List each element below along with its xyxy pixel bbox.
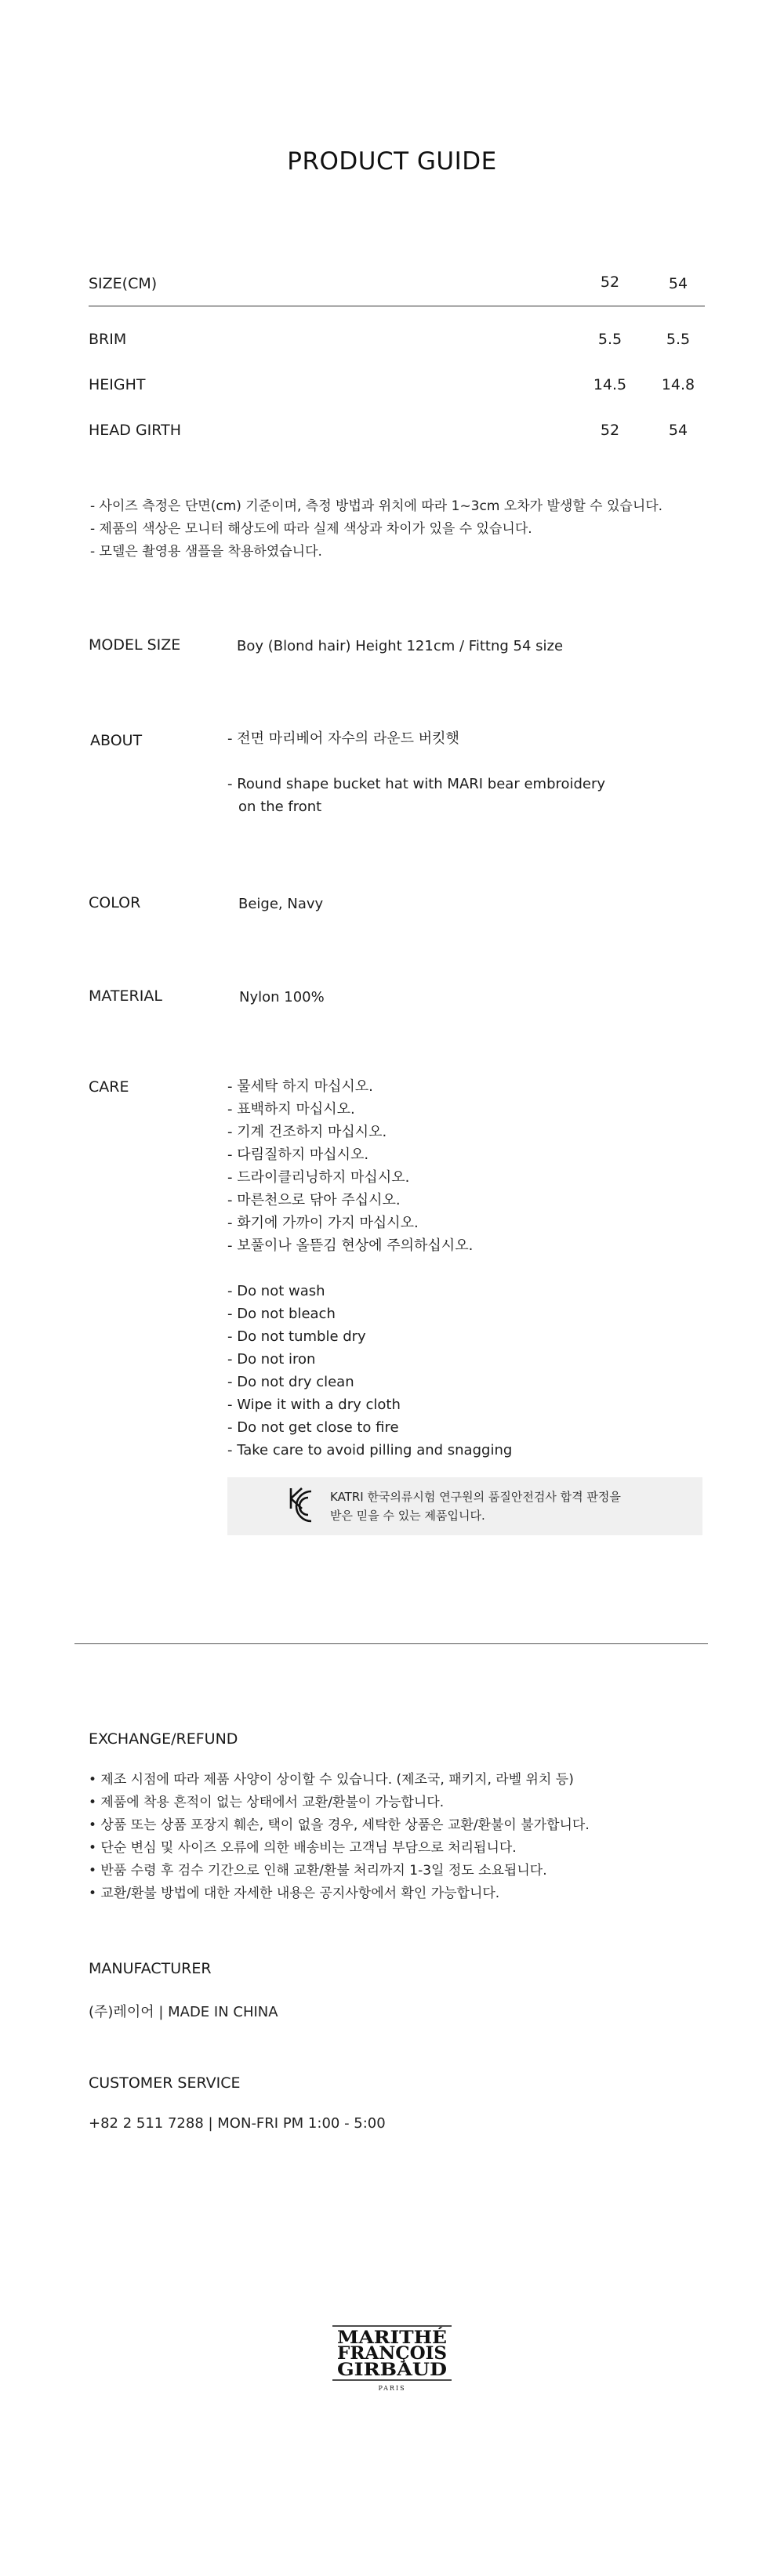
care-item: - 다림질하지 마십시오. (227, 1147, 369, 1163)
note-line: - 사이즈 측정은 단면(cm) 기준이며, 측정 방법과 위치에 따라 1~3cm 오차가 발생할 수 있습니다. (90, 498, 663, 514)
list-item: • 제조 시점에 따라 제품 사양이 상이할 수 있습니다. (제조국, 패키지, 라벨 위치 등) (89, 1772, 574, 1788)
table-row-label: BRIM (89, 331, 127, 348)
care-item: - Do not tumble dry (227, 1328, 366, 1345)
list-item: • 상품 또는 상품 포장지 훼손, 택이 없을 경우, 세탁한 상품은 교환/환불이 불가합니다. (89, 1817, 590, 1833)
table-row-label: HEIGHT (89, 376, 146, 393)
table-cell: 14.5 (593, 376, 627, 393)
kc-text-line1: KATRI 한국의류시험 연구원의 품질안전검사 합격 판정을 (330, 1490, 621, 1504)
care-item: - 마른천으로 닦아 주십시오. (227, 1192, 401, 1208)
customer-service-heading: CUSTOMER SERVICE (89, 2074, 241, 2092)
care-item: - Do not wash (227, 1283, 325, 1299)
note-line: - 제품의 색상은 모니터 해상도에 따라 실제 색상과 차이가 있을 수 있습니다. (90, 521, 532, 537)
customer-service-value: +82 2 511 7288 | MON-FRI PM 1:00 - 5:00 (89, 2115, 386, 2132)
care-item: - Do not bleach (227, 1306, 336, 1322)
note-line: - 모델은 촬영용 샘플을 착용하였습니다. (90, 544, 322, 560)
material-label: MATERIAL (89, 987, 162, 1005)
model-size-value: Boy (Blond hair) Height 121cm / Fittng 54 size (237, 638, 564, 654)
size-header-label: SIZE(CM) (89, 275, 158, 292)
logo-line1: MARITHÉ (337, 2328, 434, 2348)
list-item: • 반품 수령 후 검수 기간으로 인해 교환/환불 처리까지 1-3일 정도 소요됩니다. (89, 1863, 547, 1879)
manufacturer-value: (주)레이어 | MADE IN CHINA (89, 2004, 278, 2020)
logo-line2: FRANÇOIS (337, 2343, 447, 2364)
about-label: ABOUT (90, 732, 143, 749)
list-item: • 교환/환불 방법에 대한 자세한 내용은 공지사항에서 확인 가능합니다. (89, 1886, 500, 1901)
about-en-line1: - Round shape bucket hat with MARI bear embroidery (227, 776, 606, 792)
logo-line4: PARIS (378, 2385, 406, 2392)
care-item: - 물세탁 하지 마십시오. (227, 1078, 373, 1095)
exchange-heading: EXCHANGE/REFUND (89, 1730, 238, 1748)
care-item: - 기계 건조하지 마십시오. (227, 1124, 387, 1140)
about-en-line2: on the front (238, 799, 322, 815)
care-item: - Do not dry clean (227, 1374, 354, 1390)
table-row-label: HEAD GIRTH (89, 422, 181, 439)
care-item: - 드라이클리닝하지 마십시오. (227, 1169, 410, 1186)
care-item: - 표백하지 마십시오. (227, 1101, 355, 1118)
care-item: - 보풀이나 올뜯김 현상에 주의하십시오. (227, 1237, 474, 1254)
table-cell: 52 (600, 422, 620, 439)
list-item: • 제품에 착용 흔적이 없는 상태에서 교환/환불이 가능합니다. (89, 1795, 445, 1810)
care-item: - 화기에 가까이 가지 마십시오. (227, 1215, 419, 1231)
material-value: Nylon 100% (239, 989, 325, 1005)
size-notes (90, 495, 662, 563)
model-size-label: MODEL SIZE (89, 636, 181, 654)
manufacturer-heading: MANUFACTURER (89, 1960, 212, 1977)
table-cell: 54 (668, 422, 688, 439)
exchange-list (89, 1769, 590, 1905)
care-list (227, 1075, 512, 1462)
kc-text (330, 1487, 621, 1525)
care-item: - Take care to avoid pilling and snagging (227, 1442, 513, 1458)
care-item: - Do not get close to fire (227, 1419, 399, 1436)
logo-line3: GIRBAUD (337, 2360, 447, 2380)
table-cell: 14.8 (661, 376, 695, 393)
about-value (227, 727, 605, 818)
page-title: PRODUCT GUIDE (287, 147, 497, 176)
care-item: - Wipe it with a dry cloth (227, 1397, 401, 1413)
table-cell: 5.5 (666, 331, 691, 348)
size-header-52: 52 (600, 274, 620, 291)
care-label: CARE (89, 1078, 129, 1096)
color-label: COLOR (89, 894, 141, 911)
care-item: - Do not iron (227, 1351, 316, 1368)
kc-text-line2: 받은 믿을 수 있는 제품입니다. (330, 1509, 485, 1523)
size-header-54: 54 (668, 275, 688, 292)
brand-logo (329, 2323, 455, 2395)
section-divider (74, 1643, 708, 1644)
table-cell: 5.5 (597, 331, 622, 348)
list-item: • 단순 변심 및 사이즈 오류에 의한 배송비는 고객님 부담으로 처리됩니다. (89, 1840, 517, 1856)
kc-mark-icon (288, 1485, 314, 1526)
color-value: Beige, Navy (238, 896, 324, 912)
about-ko: - 전면 마리베어 자수의 라운드 버킷햇 (227, 730, 459, 747)
